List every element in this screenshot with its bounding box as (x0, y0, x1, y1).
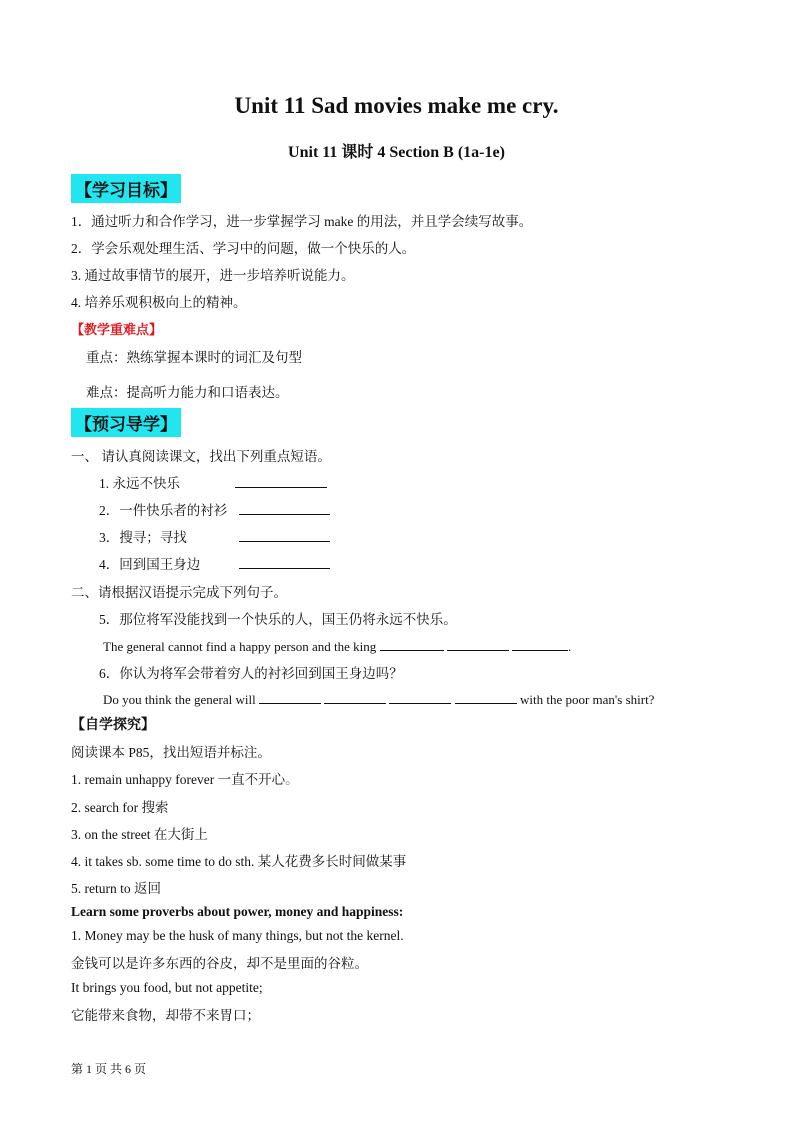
question-6-text: Do you think the general will (103, 692, 256, 707)
page-footer: 第 1 页 共 6 页 (71, 1062, 147, 1076)
document-subtitle: Unit 11 课时 4 Section B (1a-1e) (288, 144, 505, 161)
explore-intro: 阅读课本 P85，找出短语并标注。 (71, 745, 271, 760)
answer-blank[interactable] (239, 500, 330, 515)
explore-item-cn: 搜索 (141, 800, 169, 815)
answer-blank[interactable] (455, 689, 517, 704)
section-heading-preview: 【预习导学】 (71, 408, 181, 437)
explore-item-cn: 返回 (134, 881, 161, 896)
question-5-text: The general cannot find a happy person and the king (103, 639, 377, 654)
question-6-end: with the poor man's shirt? (519, 692, 655, 707)
explore-item-en: 1. remain unhappy forever (71, 772, 215, 787)
document-title: Unit 11 Sad movies make me cry. (234, 93, 559, 118)
proverb-line: 金钱可以是许多东西的谷皮，却不是里面的谷粒。 (71, 956, 368, 971)
explore-item (71, 796, 168, 816)
explore-item (71, 877, 161, 897)
phrase-item: 2．一件快乐者的衬衫 (99, 503, 228, 518)
goal-item: 4. 培养乐观积极向上的精神。 (71, 295, 247, 310)
section-heading-explore: 【自学探究】 (71, 718, 155, 733)
goal-item: 2．学会乐观处理生活、学习中的问题，做一个快乐的人。 (71, 241, 416, 256)
question-5-english (103, 636, 571, 655)
answer-blank[interactable] (447, 636, 509, 651)
explore-item-en: 4. it takes sb. some time to do sth. (71, 854, 255, 869)
phrase-item: 4．回到国王身边 (99, 557, 201, 572)
question-5-end: . (568, 639, 572, 654)
key-point: 重点：熟练掌握本课时的词汇及句型 (86, 350, 302, 365)
proverb-line: 它能带来食物，却带不来胃口； (71, 1008, 260, 1023)
proverb-line: It brings you food, but not appetite; (71, 980, 263, 995)
answer-blank[interactable] (324, 689, 386, 704)
answer-blank[interactable] (239, 554, 330, 569)
explore-item (71, 768, 299, 788)
part-one-title: 一、 请认真阅读课文，找出下列重点短语。 (71, 449, 331, 464)
answer-blank[interactable] (380, 636, 444, 651)
explore-item-en: 5. return to (71, 881, 131, 896)
explore-item-mark: 。 (285, 772, 299, 787)
answer-blank[interactable] (512, 636, 568, 651)
answer-blank[interactable] (235, 473, 327, 488)
goal-item: 3. 通过故事情节的展开，进一步培养听说能力。 (71, 268, 355, 283)
answer-blank[interactable] (259, 689, 321, 704)
explore-item (71, 850, 406, 870)
explore-item-en: 3. on the street (71, 827, 151, 842)
phrase-item: 3．搜寻；寻找 (99, 530, 187, 545)
section-heading-key-points: 【教学重难点】 (71, 322, 163, 337)
proverbs-title: Learn some proverbs about power, money and happiness: (71, 904, 404, 919)
explore-item (71, 823, 208, 843)
explore-item-cn: 一直不开心 (217, 772, 286, 787)
explore-item-en: 2. search for (71, 800, 139, 815)
part-two-title: 二、请根据汉语提示完成下列句子。 (71, 585, 287, 600)
phrase-item: 1. 永远不快乐 (99, 476, 180, 491)
goal-item: 1．通过听力和合作学习，进一步掌握学习 make 的用法，并且学会续写故事。 (71, 214, 533, 229)
question-6-chinese: 6．你认为将军会带着穷人的衬衫回到国王身边吗？ (99, 666, 403, 681)
key-point: 难点：提高听力能力和口语表达。 (86, 385, 289, 400)
answer-blank[interactable] (389, 689, 451, 704)
question-5-chinese: 5．那位将军没能找到一个快乐的人，国王仍将永远不快乐。 (99, 612, 457, 627)
explore-item-cn: 某人花费多长时间做某事 (257, 854, 407, 869)
proverb-line: 1. Money may be the husk of many things, but not the kernel. (71, 928, 404, 943)
explore-item-cn: 在大街上 (153, 827, 208, 842)
question-6-english (103, 689, 654, 708)
answer-blank[interactable] (239, 527, 330, 542)
section-heading-goals: 【学习目标】 (71, 174, 181, 203)
